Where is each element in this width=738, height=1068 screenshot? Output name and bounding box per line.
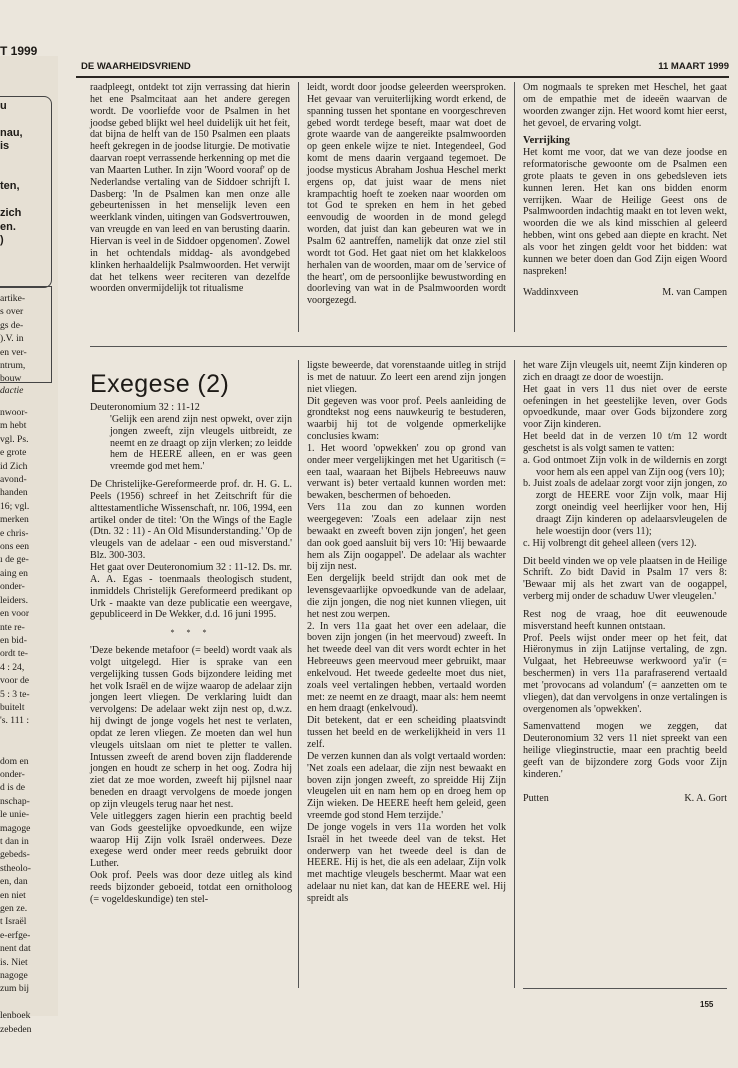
list-item: b. Juist zoals de adelaar zorgt voor zijn jongen, zo zorgt de HEERE voor Zijn volk, maar Hij zorgt oneindig veel heerlijker voor hen, Hij draagt Zijn kinderen op adelaarsvleugelen de hele woestijn door (vers 11); xyxy=(523,478,727,537)
paragraph: De Christelijke-Gereformeerde prof. dr. H. G. L. Peels (1956) schreef in het Zeitschrift für die alttestamentliche Wissenschaft, nr. 106, 1994, een artikel onder de titel: 'On the Wings of the Eagle (Dtn. 32 : 11) - An Old Misunderstanding.' 'Op de vleugels van de adelaar - een oud misverstand.' Blz. 300-303. xyxy=(90,479,292,562)
paragraph: raadpleegt, ontdekt tot zijn verrassing dat hierin het ene Psalmcitaat aan het andere geregen wordt. De voorliefde voor de Psalmen in het joodse gebed blijkt wel heel duidelijk uit het feit, dat bijna de helft van de 150 Psalmen een plaats heeft gekregen in de joodse liturgie. De motivatie daarvan roept verrassende herkenning op met die van Maarten Luther. In zijn 'Woord vooraf' op de Nederlandse vertaling van de Siddoer schrijft I. Dasberg: 'In de Psalmen kan men onze alle gebeurtenissen in het menselijk leven een weerklank vinden, uitingen van Godsvertrouwen, van vreugde en van leed en van berusting daarin. Hiervan is veel in de Siddoer opgenomen'. Zowel in het ochtendals middag- als avondgebed klinken herhaaldelijk Psalmwoorden. Het verwijt dat het telkens weer reciteren van dezelfde woorden onvermijdelijk tot ritualisme xyxy=(90,82,290,295)
signature xyxy=(523,793,727,805)
column-rule xyxy=(298,360,299,988)
top-article-column-2 xyxy=(307,82,506,307)
article-title: Exegese (2) xyxy=(90,370,230,398)
paragraph: Rest nog de vraag, hoe dit eeuwenoude misverstand heeft kunnen ontstaan. xyxy=(523,608,727,632)
paragraph: Om nogmaals te spreken met Heschel, het gaat om de empathie met de ideeën waarvan de woorden zwanger zijn. Het woord komt hier eerst, het gevoel, de ervaring volgt. xyxy=(523,82,727,129)
previous-page-box2-text: artike- s over gs de- ).V. in en ver- ntrum, bouw xyxy=(0,293,27,385)
signature-author: K. A. Gort xyxy=(684,792,727,804)
scripture-reference: Deuteronomium 32 : 11-12 xyxy=(90,402,200,413)
paragraph: De jonge vogels in vers 11a worden het volk Israël in het tweede deel van de tekst. Het onderwerp van het tweede deel is dan de HEERE. Hij is het, die als een adelaar, Zijn volk met machtige vleugels beschermt. Maar wat een adelaar nu niet kan, dat kan de HEERE wel. Hij spreidt als xyxy=(307,821,506,904)
list-item: a. God ontmoet Zijn volk in de wildernis en zorgt voor hem als een appel van Zijn oog (vers 10); xyxy=(523,454,727,478)
publication-name: DE WAARHEIDSVRIEND xyxy=(81,61,191,72)
paragraph: 'Deze bekende metafoor (= beeld) wordt vaak als volgt uitgelegd. Hier is sprake van een vergelijking tussen Gods bijzondere leiding met het volk Israël en de wijze waarop de adelaar zijn jongen leert vliegen. De verklaring luidt dan vervolgens: De adelaar wekt zijn nest op, d.w.z. hij dwingt de jonge vogels het nest te verlaten, opdat ze leren vliegen. Ze moeten dan wel hun vleugels uitslaan om niet te pletter te vallen. Intussen zweeft de arend boven zijn fladderende jongen en houdt ze scherp in het oog. Zodra hij ziet dat ze moe worden, zweeft hij pijlsnel naar beneden en draagt vervolgens de moede jongen op zijn vleugels terug naar het nest. xyxy=(90,645,292,810)
previous-page-strip xyxy=(0,44,58,1035)
previous-page-year: T 1999 xyxy=(0,44,38,58)
top-article-column-3 xyxy=(523,82,727,298)
exegese-column-3 xyxy=(523,360,727,805)
paragraph: Het beeld dat in de verzen 10 t/m 12 wordt geschetst is als volgt samen te vatten: xyxy=(523,431,727,454)
column-rule xyxy=(514,82,515,332)
paragraph: De verzen kunnen dan als volgt vertaald worden: 'Net zoals een adelaar, die zijn nest bewaakt en boven zijn jongen zweeft, zo spreidde Hij Zijn vleugelen uit en nam hem op en droeg hem op Zijn wieken. De HEERE heeft hem geleid, geen vreemde god stond Hem terzijde.' xyxy=(307,750,506,822)
page-number: 155 xyxy=(700,1000,714,1009)
scripture-quote: 'Gelijk een arend zijn nest opwekt, over zijn jongen zweeft, zijn vleugels uitbreidt, ze neemt en ze draagt op zijn vlerken; zo leidde hem de HEERE alleen, en er was geen vreemde god met hem.' xyxy=(110,413,292,473)
issue-date: 11 MAART 1999 xyxy=(658,61,729,72)
section-heading: Verrijking xyxy=(523,135,570,147)
paragraph: leidt, wordt door joodse geleerden weersproken. Het gevaar van veruiterlijking wordt erkend, de spanning tussen het spontane en voorgeschreven gebed wordt terdege beseft, maar wat doet de grote waarde van de aangereikte psalmwoorden op geen enkele wijze te niet. Integendeel, God komt de mens daarin vergaand tegemoet. De joodse mysticus Abraham Joshua Heschel merkt ergens op, dat juist waar de mens niet krampachtig hoeft te zoeken naar woorden om tot God te spreken en hem in het gebed eenvoudig de woorden in de mond gelegd worden, dat juist dan kan gebeuren wat we in Psalm 62 aantreffen, namelijk dat onze ziel stil wordt tot God. Het gaat niet om het klakkeloos herhalen van de woorden, maar om de 'service of the heart', om de persoonlijke bewustwording en doorleving van wat in de Psalmwoorden wordt voorgezegd. xyxy=(307,82,506,307)
paragraph: 1. Het woord 'opwekken' zou op grond van onder meer vergelijkingen met het Ugaritisch (= een taal, waaraan het Bijbels Hebreeuws nauw verwant is) beter vertaald kunnen worden met: bewaken, beschermen of behoeden. xyxy=(307,442,506,502)
paragraph: Het komt me voor, dat we van deze joodse en reformatorische gewoonte om de Psalmen een grote plaats te geven in ons gebedsleven iets kunnen leren. Het kan ons bidden enorm verrijken. Waar de Heilige Geest ons de Psalmwoorden indachtig maakt en tot leven wekt, woorden die we als kind misschien al geleerd hebben, wint ons gebed aan diepte en kracht. Net als voor het zingen geldt voor het bidden: wat kunnen we beter doen dan God Zijn eigen Woord naspreken! xyxy=(523,147,727,277)
page-header xyxy=(76,60,729,77)
paragraph: ligste beweerde, dat vorenstaande uitleg in strijd is met de natuur. Zo leert een arend zijn jongen niet vliegen. xyxy=(307,360,506,395)
paragraph: 2. In vers 11a gaat het over een adelaar, die boven zijn jongen (in het meervoud) zweeft. In het tweede deel van dit vers wordt echter in het Hebreeuws geen meervoud meer gebruikt, maar enkelvoud. Het tweede gedeelte moet dus niet, zoals veel vertalingen hebben, vertaald worden met: ze neemt en ze draagt, maar als: hem neemt en hem draagt (enkelvoud). xyxy=(307,620,506,715)
paragraph: Samenvattend mogen we zeggen, dat Deuteronomium 32 vers 11 niet spreekt van een heilige vlieginstructie, maar een prachtig beeld geeft van de bijzondere zorg Gods voor Zijn kinderen.' xyxy=(523,721,727,780)
paragraph: Dit gegeven was voor prof. Peels aanleiding de grondtekst nog eens nauwkeurig te bestuderen, waarbij hij tot de volgende opmerkelijke conclusies kwam: xyxy=(307,395,506,443)
column-rule xyxy=(298,82,299,332)
signature-place: Putten xyxy=(523,792,549,804)
exegese-column-1 xyxy=(90,402,292,906)
paragraph: Een dergelijk beeld strijdt dan ook met de levensgevaarlijke opvoedkunde van de adelaar, die zijn jongen, die nog niet kunnen vliegen, uit het nest zou werpen. xyxy=(307,573,506,620)
signature-place: Waddinxveen xyxy=(523,286,579,298)
paragraph: het ware Zijn vleugels uit, neemt Zijn kinderen op zich en draagt ze door de woestijn. xyxy=(523,360,727,383)
article-end-rule xyxy=(523,988,727,989)
top-article-column-1 xyxy=(90,82,290,295)
exegese-column-2 xyxy=(307,360,506,905)
list-item: c. Hij volbrengt dit geheel alleen (vers 12). xyxy=(523,537,697,549)
article-divider xyxy=(90,346,727,347)
paragraph: Vele uitleggers zagen hierin een prachtig beeld van Gods geestelijke opvoedkunde, een wijze waarop Hij Zijn volk Israël onderwees. Deze exegese werd onder meer reeds gebruikt door Luther. xyxy=(90,810,292,870)
section-separator: * * * xyxy=(170,628,212,638)
previous-page-redactie: dactie xyxy=(0,385,24,396)
header-rule xyxy=(76,76,729,78)
previous-page-lines: nwoor- m hebt vgl. Ps. e grote id Zich avond- handen 16; vgl. merken e chris- ons een ı de ge- aing en onder- leiders. en voor nte re- en bid- ordt te- 4 : 24, voor de 5 : 3 te- buitelt 's. 111 : dom en onder- d is de nschap- le unie- magoge t dan in gebeds- stheolo- en, dan en niet gen ze. t Israël e-erfge- nent dat is. Niet nagoge zum bij lenboek zebeden xyxy=(0,407,32,1035)
paragraph: Het gaat over Deuteronomium 32 : 11-12. Ds. mr. A. A. Egas - toenmaals theologisch student, inmiddels Christelijk Gereformeerd predikant op Urk - maakte van deze publicatie een weergave, gepubliceerd in De Wekker, d.d. 16 juni 1995. xyxy=(90,561,292,621)
paragraph: Dit beeld vinden we op vele plaatsen in de Heilige Schrift. Zo bidt David in Psalm 17 vers 8: 'Bewaar mij als het zwart van de oogappel, verberg mij onder de schaduw Uwer vleugelen.' xyxy=(523,555,727,603)
previous-page-box-text: u nau, is ten, zich en. ) xyxy=(0,100,23,247)
signature xyxy=(523,287,727,299)
column-rule xyxy=(514,360,515,988)
paragraph: Vers 11a zou dan zo kunnen worden weergegeven: 'Zoals een adelaar zijn nest bewaakt en zweeft boven zijn jongen', het geen dan ook goed aansluit bij vers 10: 'Hij bewaarde hem als Zijn oogappel'. De adelaar als wachter bij zijn nest. xyxy=(307,502,506,573)
paragraph: Dit betekent, dat er een scheiding plaatsvindt tussen het beeld en de werkelijkheid in vers 11 zelf. xyxy=(307,715,506,750)
signature-author: M. van Campen xyxy=(662,286,727,298)
paragraph: Prof. Peels wijst onder meer op het feit, dat Hiëronymus in zijn Latijnse vertaling, de zgn. Vulgaat, het Hebreeuwse werkwoord ya'ir (= beschermen) in vers 11a parafraserend vertaald met 'provocans ad volandum' (= aanzetten om te vliegen), dat dan vervolgens in onze vertalingen is overgenomen als 'opwekken'. xyxy=(523,632,727,715)
paragraph: Het gaat in vers 11 dus niet over de eerste oefeningen in het geestelijke leven, over Gods opvoedkunde, maar over Gods bijzondere zorg voor Zijn kinderen. xyxy=(523,383,727,431)
paragraph: Ook prof. Peels was door deze uitleg als kind reeds bijzonder geboeid, totdat een ornitholoog (= vogeldeskundige) ten stel- xyxy=(90,870,292,905)
